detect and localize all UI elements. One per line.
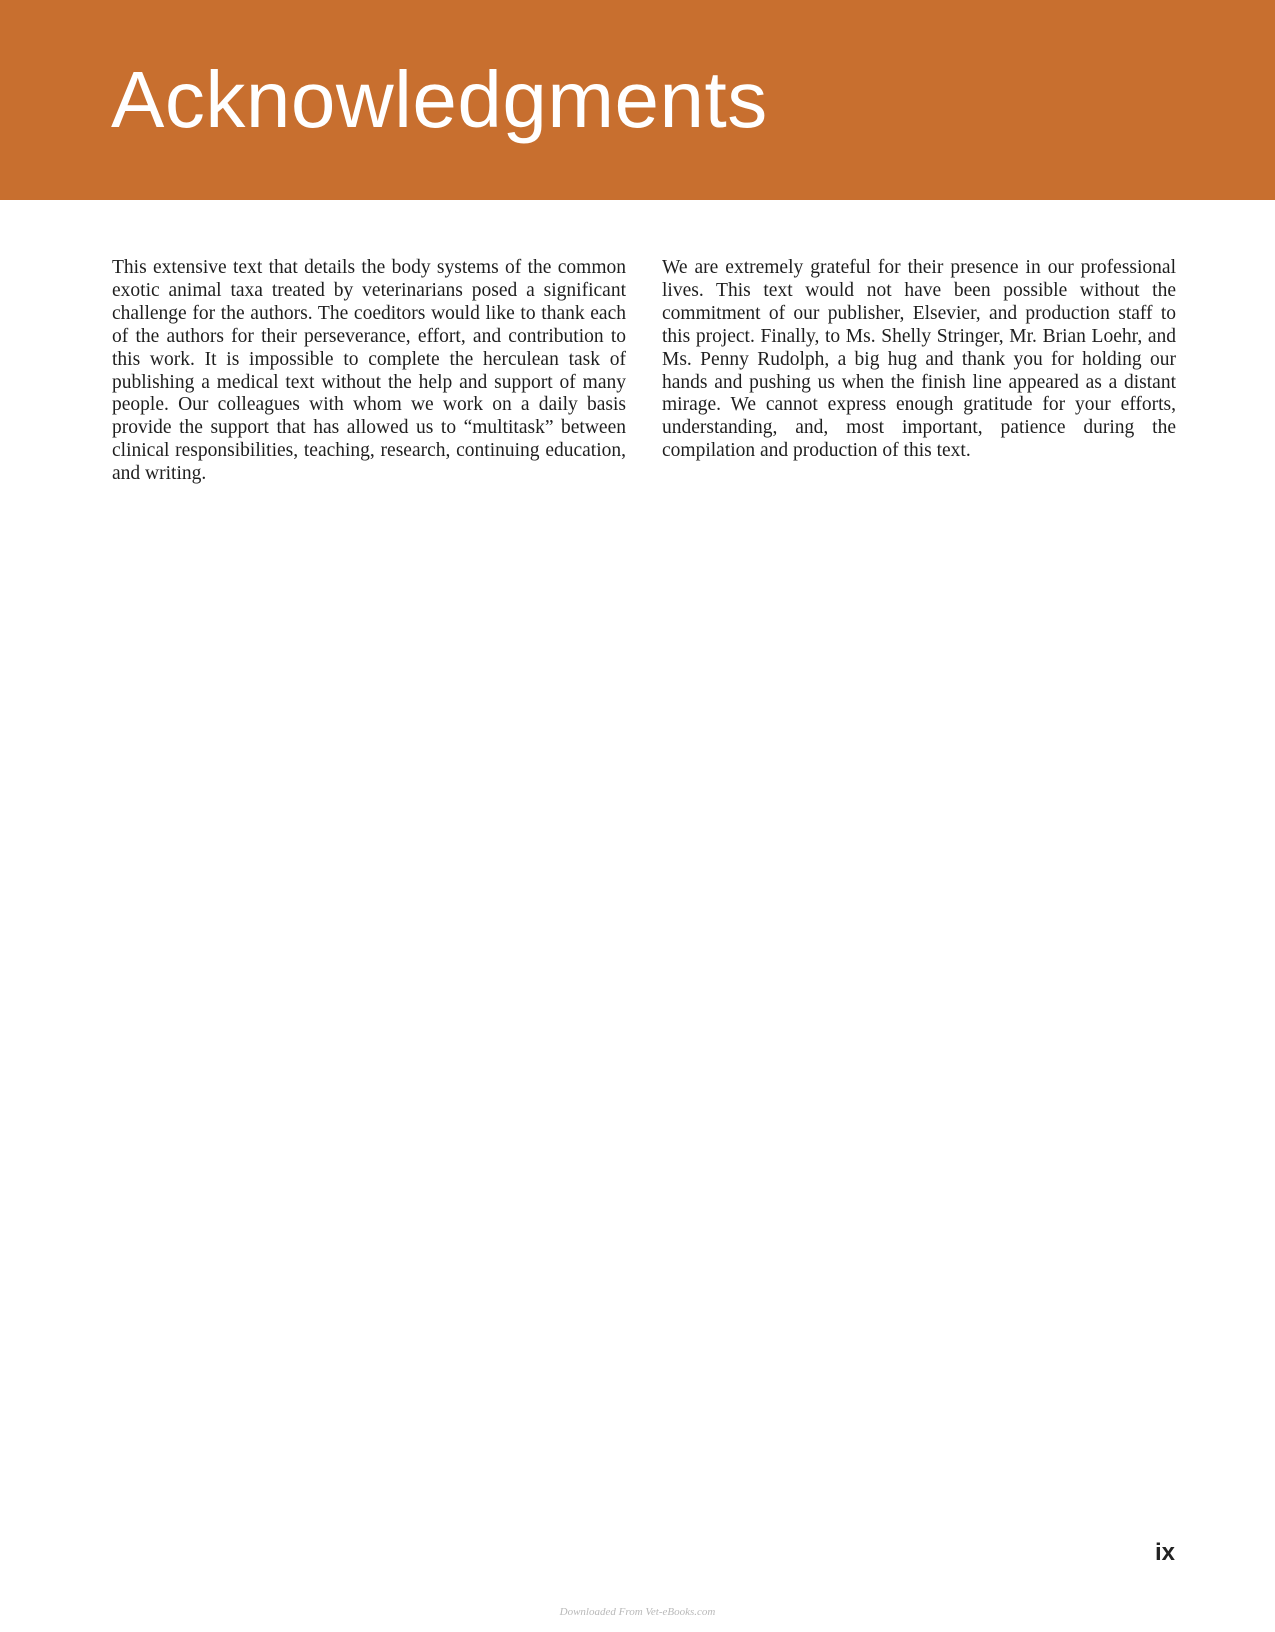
page-number: ix: [1154, 1539, 1175, 1566]
body-paragraph-right: We are extremely grateful for their presence in our professional lives. This text would not have been possible without the commitment of our publisher, Elsevier, and production staff to this project. Finally, to Ms. Shelly Stringer, Mr. Brian Loehr, and Ms. Penny Rudolph, a big hug and thank you for holding our hands and pushing us when the finish line appeared as a distant mirage. We cannot express enough gratitude for your efforts, understanding, and, most important, patience during the compilation and production of this text.: [662, 257, 1176, 462]
body-paragraph-left: This extensive text that details the body systems of the common exotic animal taxa treated by veterinarians posed a significant challenge for the authors. The coeditors would like to thank each of the authors for their perseverance, effort, and contribution to this work. It is impossible to complete the herculean task of publishing a medical text without the help and support of many people. Our colleagues with whom we work on a daily basis provide the support that has allowed us to “multitask” between clinical responsibilities, teaching, research, continuing education, and writing.: [112, 257, 626, 485]
header-band: [0, 0, 1275, 200]
footer-watermark: Downloaded From Vet-eBooks.com: [559, 1606, 716, 1618]
page-title: Acknowledgments: [111, 55, 768, 144]
